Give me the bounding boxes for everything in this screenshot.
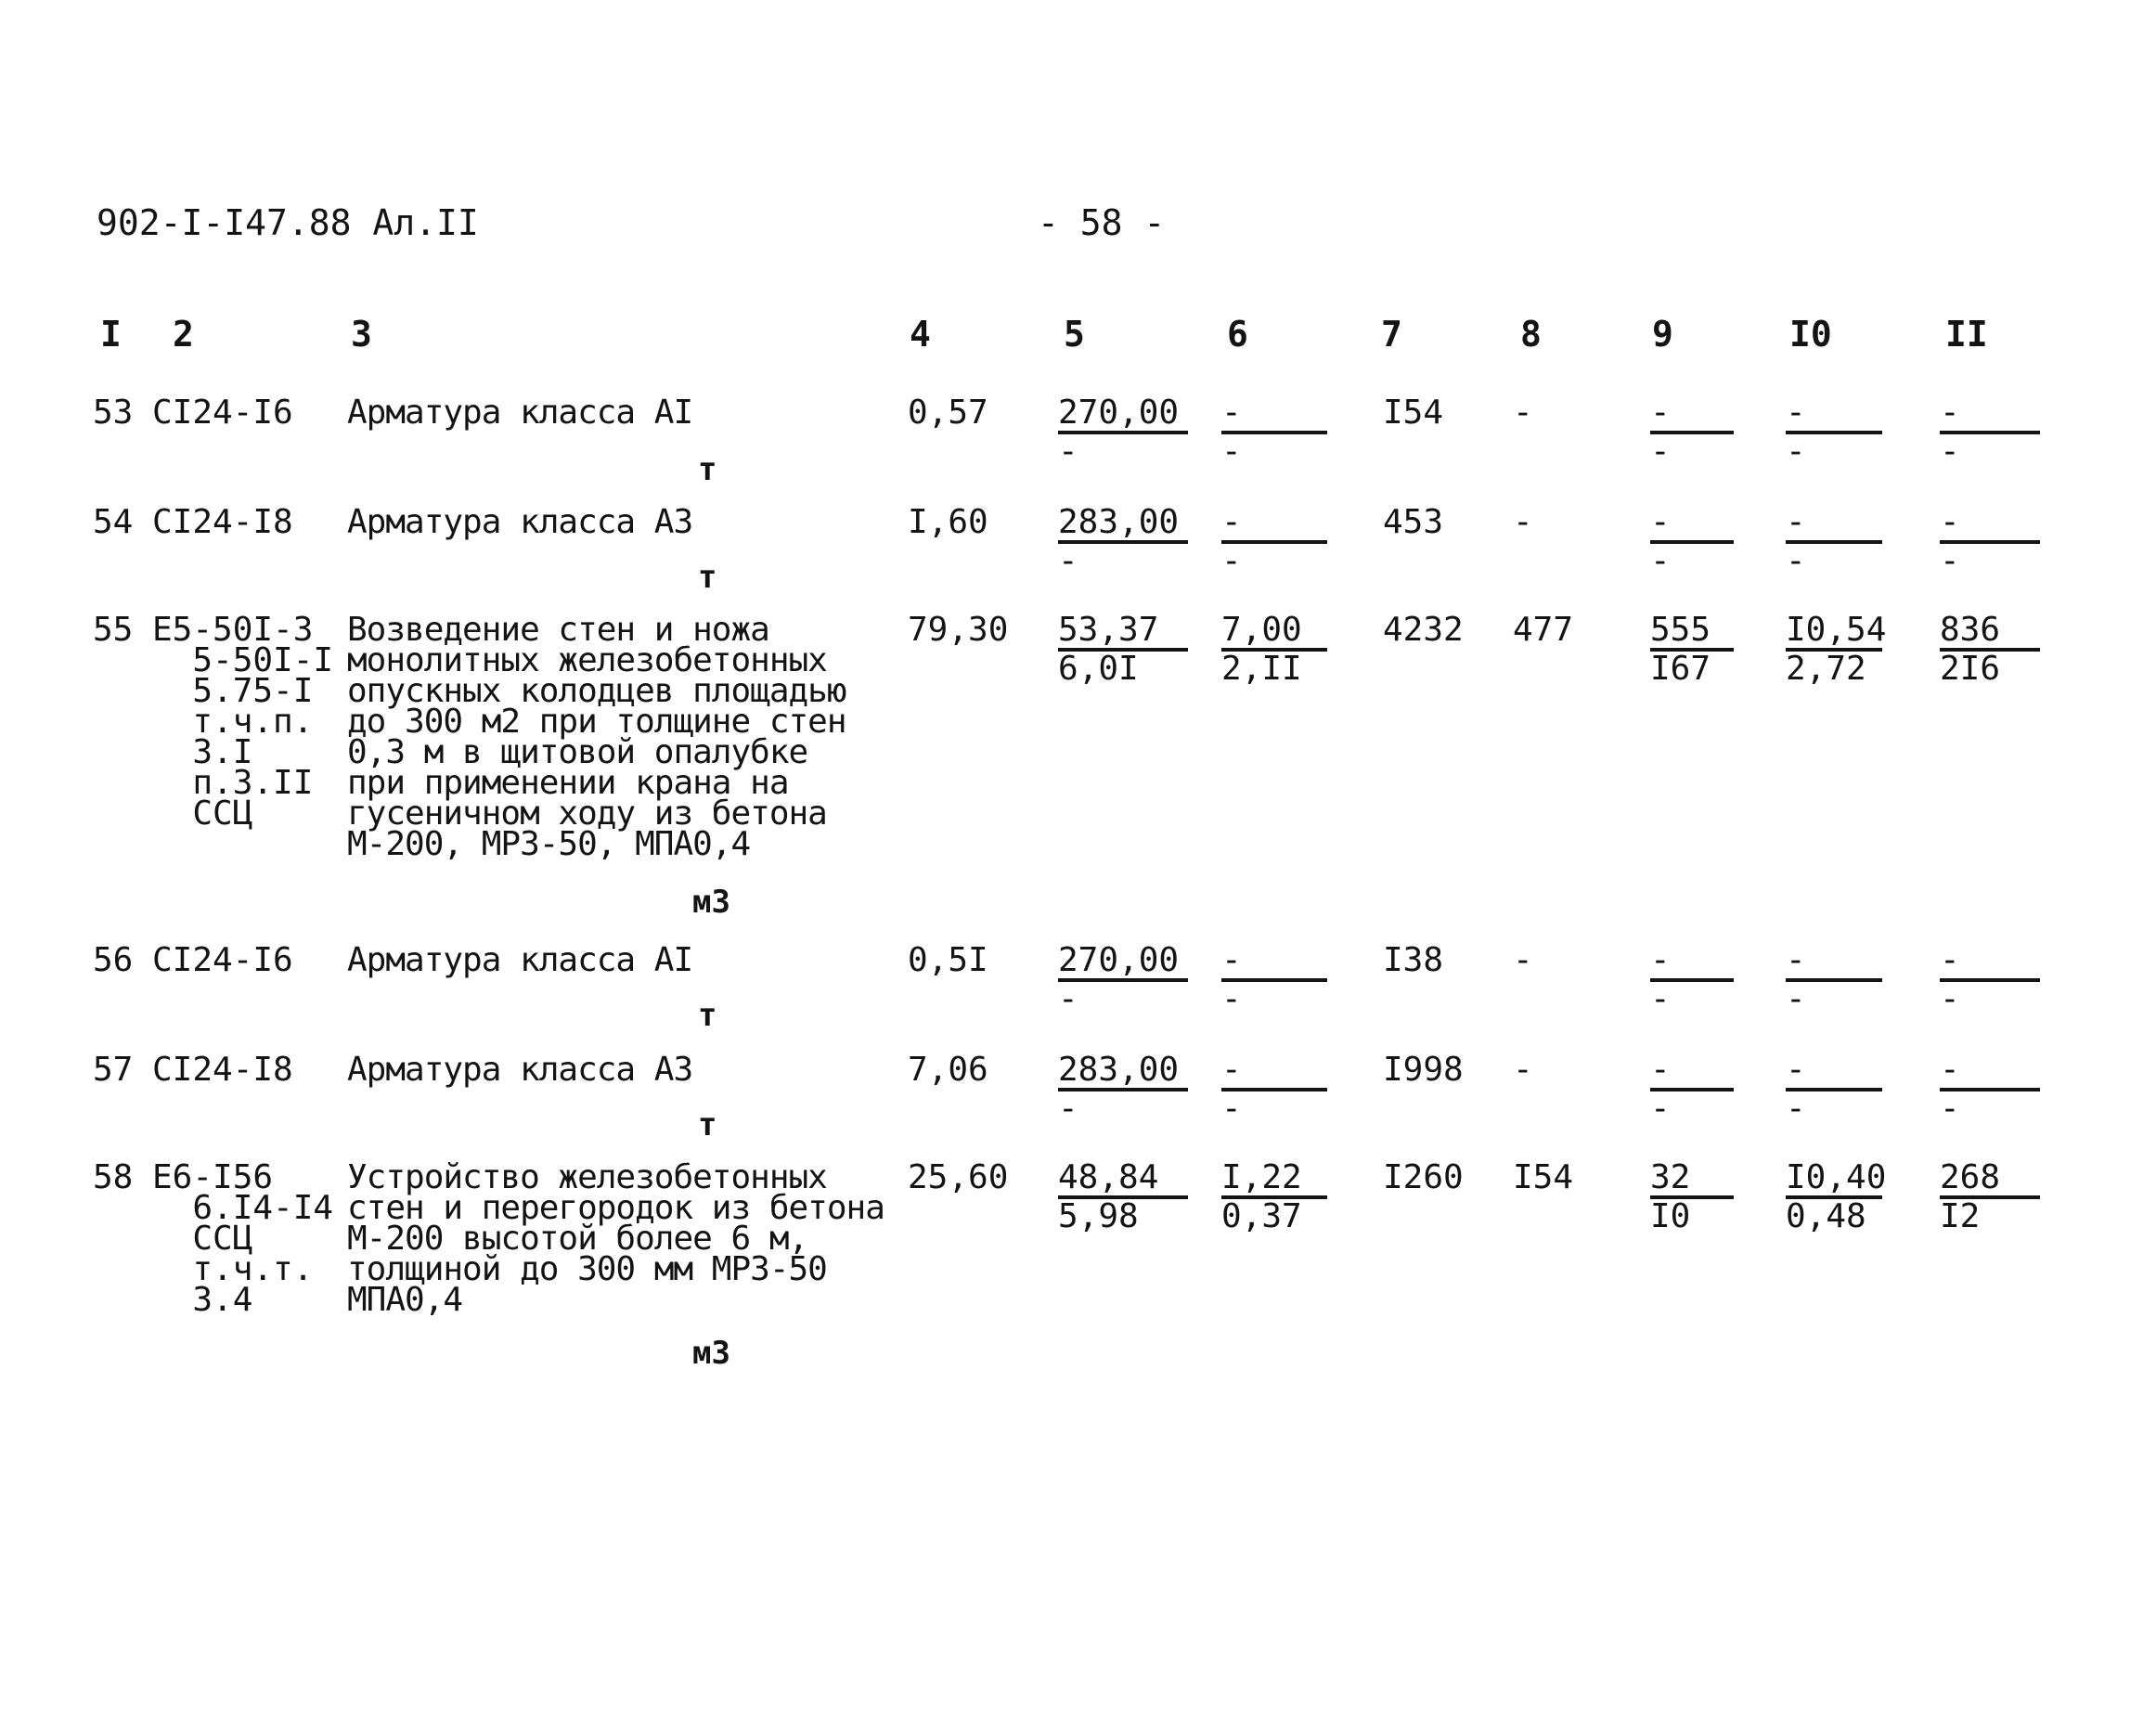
wages-per-unit: - -: [1221, 507, 1327, 579]
work-description: Арматура класса AI: [347, 941, 693, 979]
quantity: 0,5I: [908, 941, 988, 979]
table-row: [0, 1051, 2156, 1143]
total-wages: -: [1513, 503, 1533, 541]
cost-per-unit: $\frac{48,84}{5,98}$: [1058, 1162, 1188, 1234]
unit-of-measure: м3: [692, 884, 730, 921]
column-header-7: 7: [1381, 314, 1402, 355]
unit-of-measure: т: [698, 997, 717, 1034]
rate-code: CI24-I8: [152, 503, 293, 541]
labor-total: - -: [1940, 1054, 2040, 1127]
quantity: 0,57: [908, 394, 988, 432]
wages-per-unit: $\frac{7,00}{2,II}$: [1221, 614, 1327, 687]
unit-of-measure: т: [698, 451, 717, 488]
table-row: [0, 503, 2156, 596]
labor-total: - -: [1940, 945, 2040, 1017]
column-header-6: 6: [1227, 314, 1248, 355]
labor-total: - -: [1940, 507, 2040, 579]
column-header-3: 3: [351, 314, 372, 355]
machine-cost: - -: [1650, 1054, 1734, 1127]
row-number: 58: [93, 1158, 134, 1196]
cost-per-unit: 270,00 -: [1058, 945, 1188, 1017]
total-wages: -: [1513, 1051, 1533, 1089]
work-description: Арматура класса AI: [347, 394, 693, 432]
total-wages: -: [1513, 394, 1533, 432]
work-description: Арматура класса A3: [347, 503, 693, 541]
table-row: [0, 941, 2156, 1034]
column-header-5: 5: [1064, 314, 1085, 355]
wages-per-unit: - -: [1221, 1054, 1327, 1127]
wages-per-unit: $\frac{I,22}{0,37}$: [1221, 1162, 1327, 1234]
cost-per-unit: 283,00 -: [1058, 1054, 1188, 1127]
row-number: 53: [93, 394, 134, 432]
row-number: 56: [93, 941, 134, 979]
column-header-9: 9: [1652, 314, 1673, 355]
column-header-4: 4: [910, 314, 931, 355]
labor-per-unit: $\frac{I0,54}{2,72}$: [1786, 611, 1887, 688]
unit-of-measure: т: [698, 559, 717, 596]
labor-per-unit: $\frac{I0,40}{0,48}$: [1786, 1158, 1887, 1235]
table-row: [0, 394, 2156, 488]
work-description: Возведение стен и ножа монолитных железобетонных опускных колодцев площадью до 300 м2 при толщине стен 0,3 м в щитовой опалубке при применении крана на гусеничном ходу из бетона М-200, МРЗ-50, МПА0,4: [347, 611, 846, 863]
quantity: 25,60: [908, 1158, 1009, 1196]
unit-of-measure: м3: [692, 1335, 730, 1372]
quantity: 79,30: [908, 611, 1009, 649]
row-number: 55: [93, 611, 134, 649]
rate-code: CI24-I6: [152, 941, 293, 979]
machine-cost: $\frac{555}{I67}$: [1650, 614, 1734, 687]
labor-per-unit: - -: [1786, 397, 1882, 470]
table-row: [0, 1158, 2156, 1372]
cost-per-unit: 283,00 -: [1058, 507, 1188, 579]
total-cost: 4232: [1383, 611, 1464, 649]
work-description: Арматура класса A3: [347, 1051, 693, 1089]
column-header-1: I: [100, 314, 122, 355]
rate-code: E5-50I-3 5-50I-I 5.75-I т.ч.п. 3.I п.3.II ССЦ: [152, 611, 334, 833]
labor-per-unit: - -: [1786, 507, 1882, 579]
quantity: I,60: [908, 503, 988, 541]
machine-cost: - -: [1650, 945, 1734, 1017]
rate-code: E6-I56 6.I4-I4 ССЦ т.ч.т. 3.4: [152, 1158, 334, 1319]
labor-per-unit: - -: [1786, 1054, 1882, 1127]
rate-code: CI24-I6: [152, 394, 293, 432]
total-cost: I260: [1383, 1158, 1464, 1196]
column-header-11: II: [1945, 314, 1988, 355]
work-description: Устройство железобетонных стен и перегородок из бетона М-200 высотой более 6 м, толщиной до 300 мм МРЗ-50 МПА0,4: [347, 1158, 884, 1319]
total-cost: I38: [1383, 941, 1444, 979]
cost-per-unit: 270,00 -: [1058, 397, 1188, 470]
row-number: 57: [93, 1051, 134, 1089]
labor-total: $\frac{836}{2I6}$: [1940, 614, 2040, 687]
total-cost: 453: [1383, 503, 1444, 541]
page-number: - 58 -: [1038, 202, 1166, 243]
quantity: 7,06: [908, 1051, 988, 1089]
machine-cost: - -: [1650, 507, 1734, 579]
labor-total: $\frac{268}{I2}$: [1940, 1162, 2040, 1234]
machine-cost: - -: [1650, 397, 1734, 470]
wages-per-unit: - -: [1221, 945, 1327, 1017]
total-wages: I54: [1513, 1158, 1574, 1196]
row-number: 54: [93, 503, 134, 541]
column-header-8: 8: [1520, 314, 1542, 355]
column-header-10: I0: [1789, 314, 1832, 355]
labor-total: - -: [1940, 397, 2040, 470]
column-header-2: 2: [173, 314, 194, 355]
rate-code: CI24-I8: [152, 1051, 293, 1089]
labor-per-unit: - -: [1786, 945, 1882, 1017]
total-cost: I998: [1383, 1051, 1464, 1089]
machine-cost: $\frac{32}{I0}$: [1650, 1162, 1734, 1234]
cost-per-unit: $\frac{53,37}{6,0I}$: [1058, 614, 1188, 687]
total-wages: 477: [1513, 611, 1574, 649]
table-row: [0, 611, 2156, 921]
document-code: 902-I-I47.88 Ал.II: [97, 202, 479, 243]
unit-of-measure: т: [698, 1106, 717, 1143]
wages-per-unit: - -: [1221, 397, 1327, 470]
total-wages: -: [1513, 941, 1533, 979]
total-cost: I54: [1383, 394, 1444, 432]
